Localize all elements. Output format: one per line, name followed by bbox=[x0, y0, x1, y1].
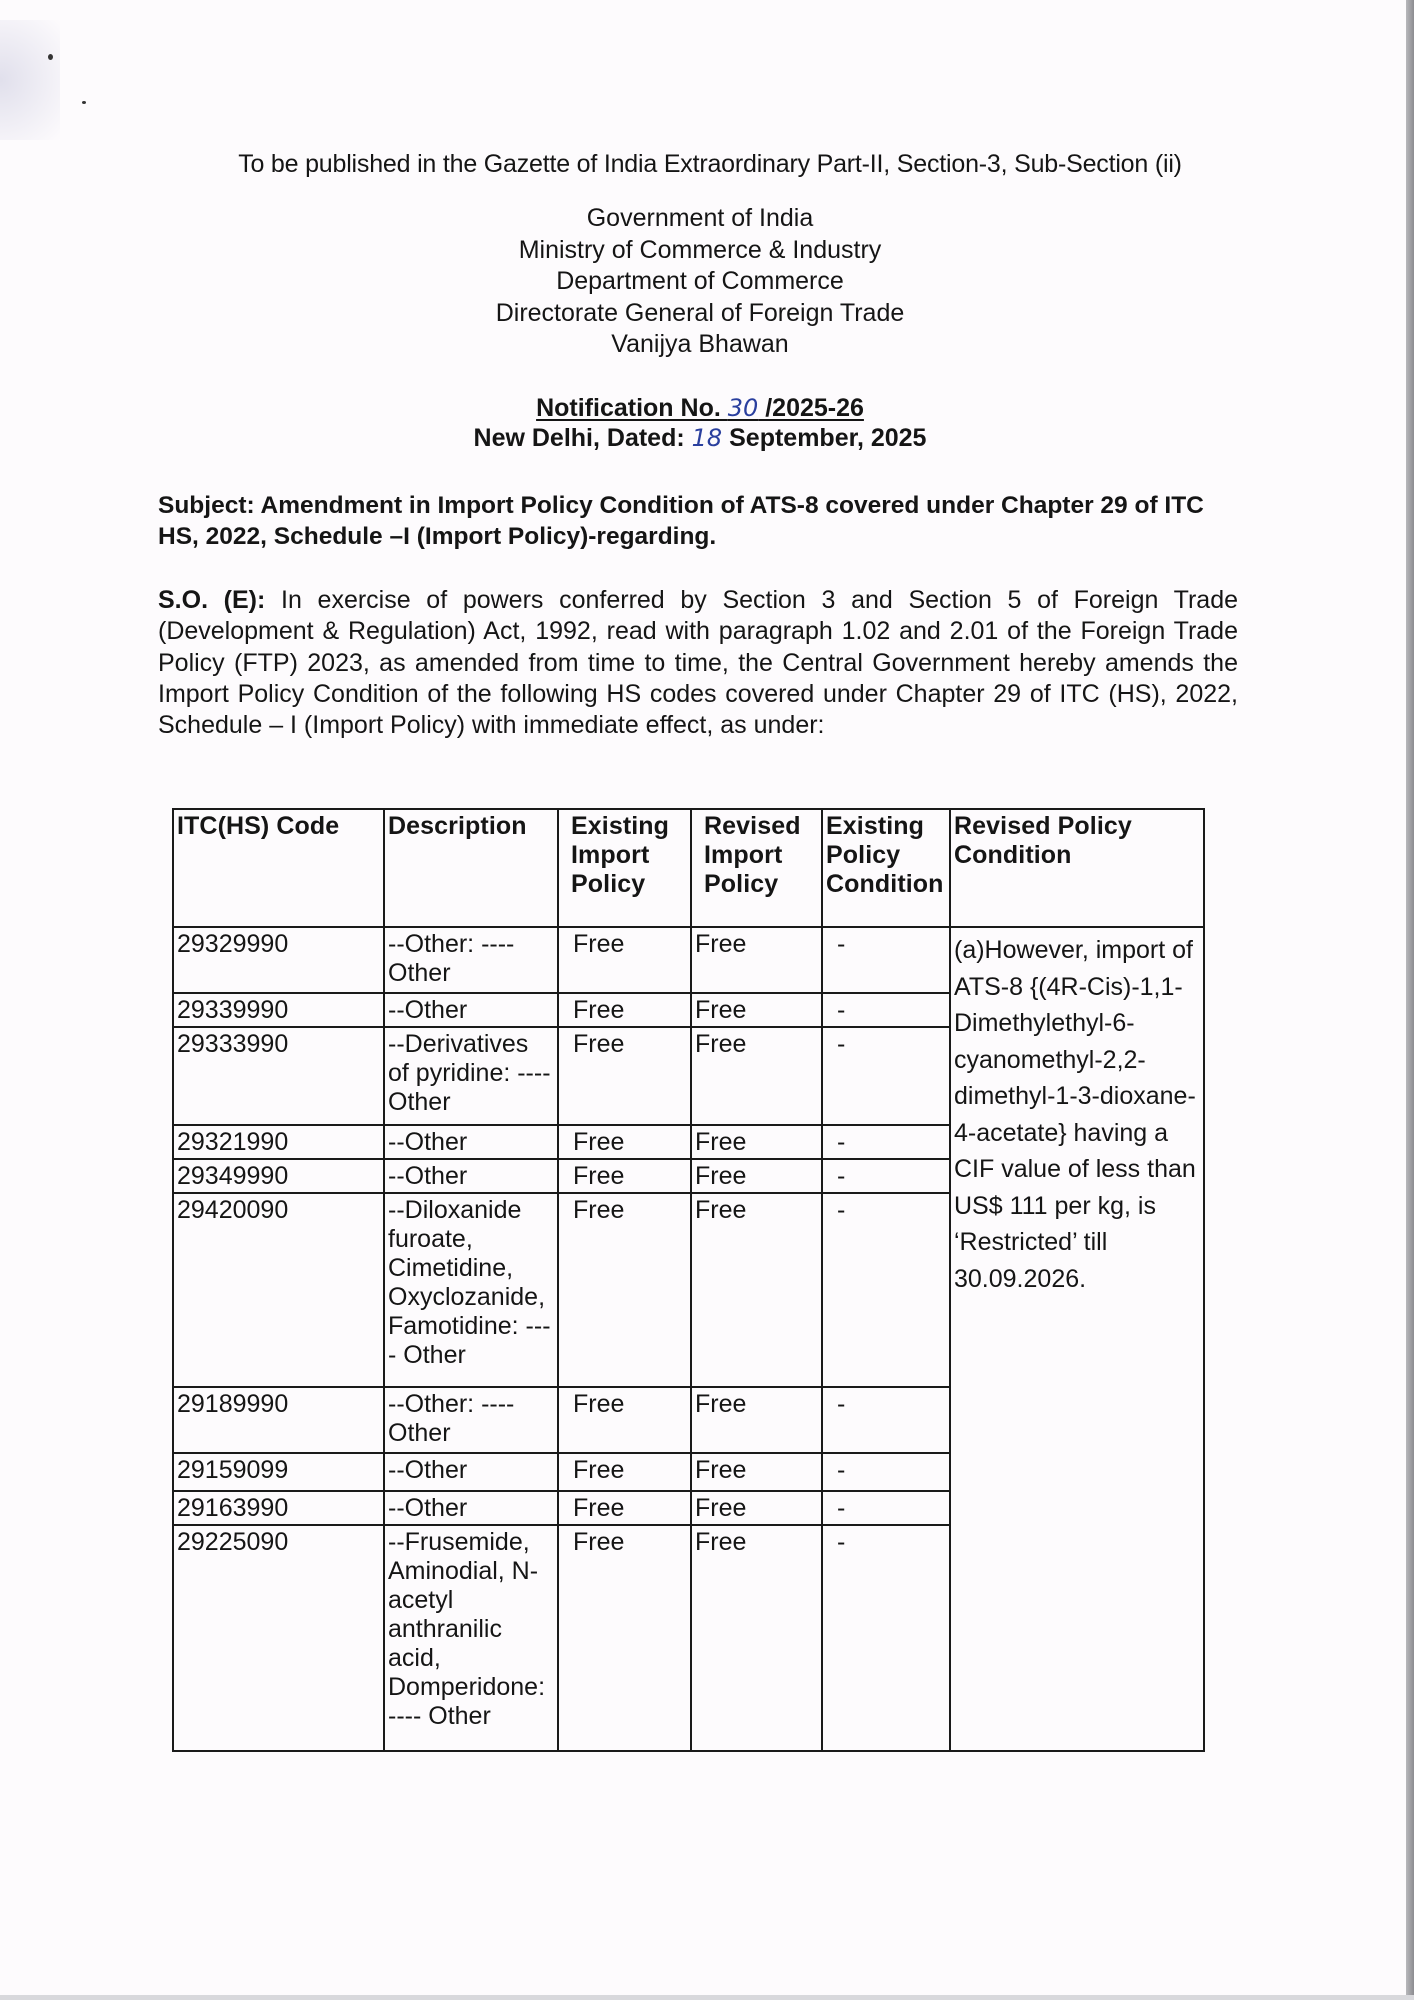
page-edge bbox=[0, 1995, 1414, 2000]
header-ministry: Ministry of Commerce & Industry bbox=[518, 235, 882, 264]
revised-policy-condition: (a)However, import of ATS-8 {(4R-Cis)-1,1-Dimethylethyl-6-cyanomethyl-2,2-dimethyl-1-3-dioxane-4-acetate} having a CIF value of less than US$ 111 per kg, is ‘Restricted’ till 30.09.2026. bbox=[950, 927, 1204, 1751]
description: --Diloxanide furoate, Cimetidine, Oxyclozanide, Famotidine: --- - Other bbox=[384, 1193, 558, 1387]
revised-import-policy: Free bbox=[691, 1125, 822, 1159]
gazette-publication-line: To be published in the Gazette of India Extraordinary Part-II, Section-3, Sub-Section (ii) bbox=[238, 150, 1182, 178]
notification-date: New Delhi, Dated: 18 September, 2025 bbox=[473, 424, 927, 452]
existing-policy-condition: - bbox=[822, 993, 950, 1027]
header-existing-import-policy: Existing Import Policy bbox=[558, 809, 691, 927]
existing-policy-condition: - bbox=[822, 1125, 950, 1159]
existing-import-policy: Free bbox=[558, 1193, 691, 1387]
description: --Other bbox=[384, 1491, 558, 1525]
header-itc-hs-code: ITC(HS) Code bbox=[173, 809, 384, 927]
existing-import-policy: Free bbox=[558, 1491, 691, 1525]
header-existing-policy-condition: Existing Policy Condition bbox=[822, 809, 950, 927]
hs-code: 29189990 bbox=[173, 1387, 384, 1453]
description: --Other: ---- Other bbox=[384, 1387, 558, 1453]
subject-text: Amendment in Import Policy Condition of ATS-8 covered under Chapter 29 of ITC HS, 2022, Schedule –I (Import Policy)-regarding. bbox=[158, 492, 1204, 550]
table-header-row bbox=[173, 809, 1204, 927]
revised-import-policy: Free bbox=[691, 1159, 822, 1193]
issuing-authority-header bbox=[300, 203, 1100, 361]
header-directorate: Directorate General of Foreign Trade bbox=[495, 298, 905, 327]
existing-policy-condition: - bbox=[822, 1027, 950, 1125]
subject-label: Subject: bbox=[158, 492, 261, 519]
description: --Other bbox=[384, 1453, 558, 1491]
hs-code: 29225090 bbox=[173, 1525, 384, 1751]
revised-import-policy: Free bbox=[691, 993, 822, 1027]
revised-import-policy: Free bbox=[691, 927, 822, 993]
existing-policy-condition: - bbox=[822, 1491, 950, 1525]
header-description: Description bbox=[384, 809, 558, 927]
so-text: In exercise of powers conferred by Section 3 and Section 5 of Foreign Trade (Development & Regulation) Act, 1992, read with paragraph 1.02 and 2.01 of the Foreign Trade Policy (FTP) 2023, as amended from time to time, the Central Government hereby amends the Import Policy Condition of the following HS codes covered under Chapter 29 of ITC (HS), 2022, Schedule – I (Import Policy) with immediate effect, as under: bbox=[158, 586, 1238, 740]
existing-policy-condition: - bbox=[822, 1159, 950, 1193]
hs-code: 29339990 bbox=[173, 993, 384, 1027]
existing-policy-condition: - bbox=[822, 1525, 950, 1751]
revised-import-policy: Free bbox=[691, 1193, 822, 1387]
description: --Derivatives of pyridine: ---- Other bbox=[384, 1027, 558, 1125]
description: --Other bbox=[384, 1125, 558, 1159]
so-label: S.O. (E): bbox=[158, 586, 266, 614]
scan-speck bbox=[82, 101, 86, 104]
hs-code: 29321990 bbox=[173, 1125, 384, 1159]
existing-import-policy: Free bbox=[558, 1159, 691, 1193]
revised-import-policy: Free bbox=[691, 1491, 822, 1525]
handwritten-number: 30 bbox=[727, 394, 759, 422]
revised-import-policy: Free bbox=[691, 1027, 822, 1125]
header-government: Government of India bbox=[586, 204, 814, 232]
existing-policy-condition: - bbox=[822, 1453, 950, 1491]
existing-policy-condition: - bbox=[822, 1193, 950, 1387]
existing-import-policy: Free bbox=[558, 1525, 691, 1751]
header-revised-import-policy: Revised Import Policy bbox=[691, 809, 822, 927]
description: --Frusemide, Aminodial, N-acetyl anthranilic acid, Domperidone: ---- Other bbox=[384, 1525, 558, 1751]
hs-code: 29420090 bbox=[173, 1193, 384, 1387]
existing-import-policy: Free bbox=[558, 1027, 691, 1125]
existing-import-policy: Free bbox=[558, 927, 691, 993]
table-row bbox=[173, 927, 1204, 993]
statutory-order-paragraph bbox=[158, 585, 1238, 741]
hs-code: 29159099 bbox=[173, 1453, 384, 1491]
hs-code: 29349990 bbox=[173, 1159, 384, 1193]
header-revised-policy-condition: Revised Policy Condition bbox=[950, 809, 1204, 927]
policy-amendment-table bbox=[172, 808, 1205, 1752]
header-department: Department of Commerce bbox=[556, 267, 844, 295]
scan-smudge bbox=[0, 20, 60, 140]
existing-policy-condition: - bbox=[822, 1387, 950, 1453]
notification-number: Notification No. 30 /2025-26 bbox=[536, 394, 864, 422]
description: --Other: ---- Other bbox=[384, 927, 558, 993]
notification-block bbox=[300, 393, 1100, 453]
existing-import-policy: Free bbox=[558, 1453, 691, 1491]
header-building: Vanijya Bhawan bbox=[611, 330, 789, 358]
revised-import-policy: Free bbox=[691, 1387, 822, 1453]
hs-code: 29329990 bbox=[173, 927, 384, 993]
description: --Other bbox=[384, 993, 558, 1027]
revised-import-policy: Free bbox=[691, 1453, 822, 1491]
revised-import-policy: Free bbox=[691, 1525, 822, 1751]
description: --Other bbox=[384, 1159, 558, 1193]
scan-speck bbox=[48, 54, 53, 60]
existing-import-policy: Free bbox=[558, 993, 691, 1027]
existing-import-policy: Free bbox=[558, 1387, 691, 1453]
existing-import-policy: Free bbox=[558, 1125, 691, 1159]
hs-code: 29333990 bbox=[173, 1027, 384, 1125]
page-edge bbox=[1406, 0, 1414, 1995]
existing-policy-condition: - bbox=[822, 927, 950, 993]
handwritten-day: 18 bbox=[691, 424, 723, 452]
hs-code: 29163990 bbox=[173, 1491, 384, 1525]
subject-line bbox=[158, 490, 1240, 552]
